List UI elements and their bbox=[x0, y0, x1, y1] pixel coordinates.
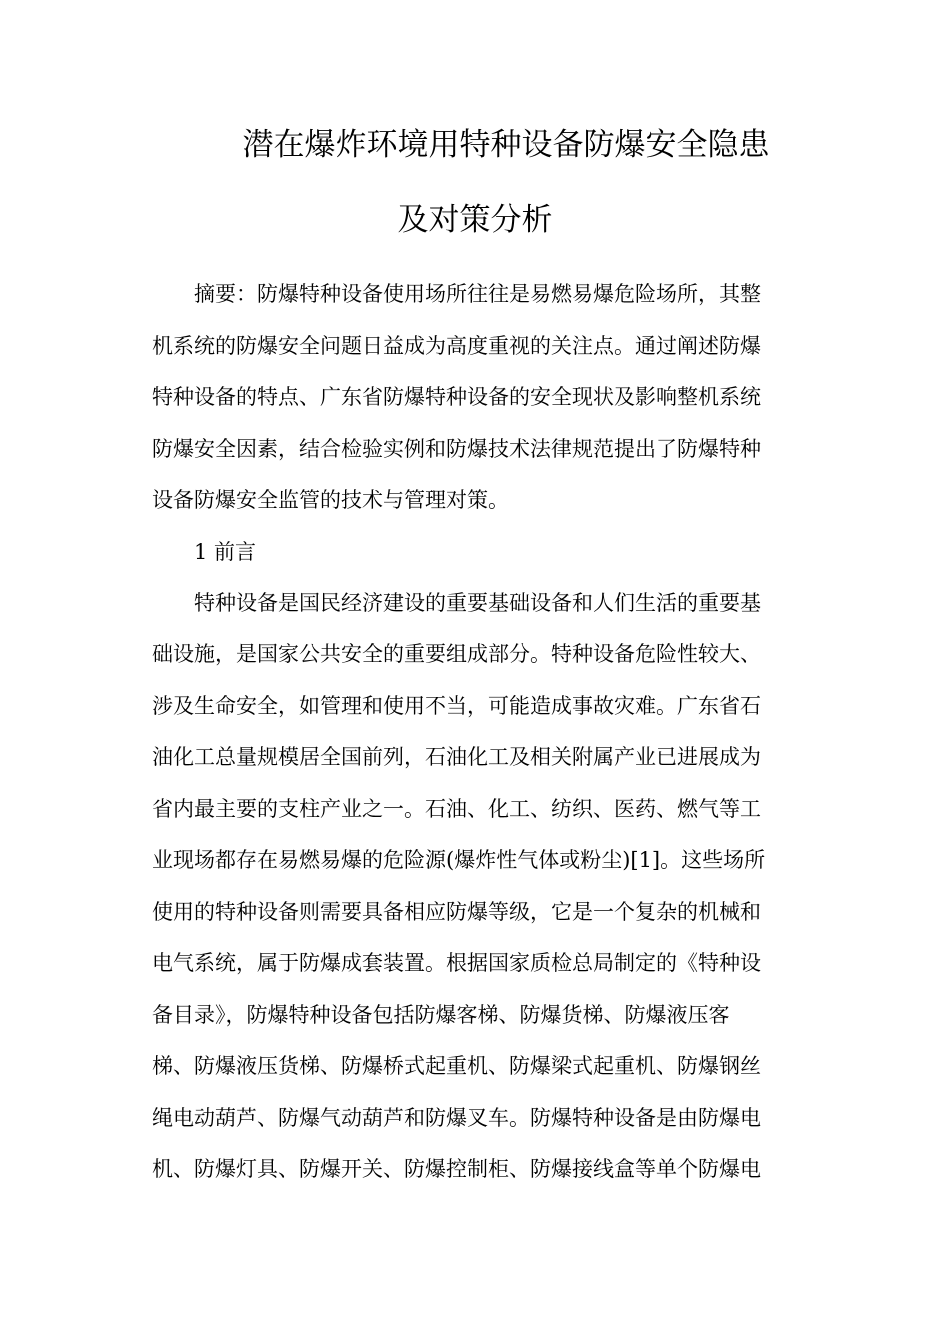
body-line: 省内最主要的支柱产业之一。石油、化工、纺织、医药、燃气等工 bbox=[152, 797, 761, 821]
abstract-line: 防爆安全因素，结合检验实例和防爆技术法律规范提出了防爆特种 bbox=[152, 437, 761, 461]
body-line: 备目录》，防爆特种设备包括防爆客梯、防爆货梯、防爆液压客 bbox=[152, 1003, 730, 1027]
abstract-line: 设备防爆安全监管的技术与管理对策。 bbox=[152, 488, 509, 512]
body-line: 梯、防爆液压货梯、防爆桥式起重机、防爆梁式起重机、防爆钢丝 bbox=[152, 1054, 761, 1078]
document-title-line-2: 及对策分析 bbox=[397, 202, 553, 238]
abstract-line: 特种设备的特点、广东省防爆特种设备的安全现状及影响整机系统 bbox=[152, 385, 761, 409]
document-title-line-1: 潜在爆炸环境用特种设备防爆安全隐患 bbox=[242, 127, 770, 163]
abstract-line: 机系统的防爆安全问题日益成为高度重视的关注点。通过阐述防爆 bbox=[152, 334, 761, 358]
body-line: 础设施，是国家公共安全的重要组成部分。特种设备危险性较大、 bbox=[152, 642, 761, 666]
body-line: 使用的特种设备则需要具备相应防爆等级，它是一个复杂的机械和 bbox=[152, 900, 761, 924]
body-line: 涉及生命安全，如管理和使用不当，可能造成事故灾难。广东省石 bbox=[152, 694, 761, 718]
body-line: 特种设备是国民经济建设的重要基础设备和人们生活的重要基 bbox=[194, 591, 761, 615]
body-line: 机、防爆灯具、防爆开关、防爆控制柜、防爆接线盒等单个防爆电 bbox=[152, 1157, 761, 1181]
body-line: 油化工总量规模居全国前列，石油化工及相关附属产业已进展成为 bbox=[152, 745, 761, 769]
body-line: 电气系统，属于防爆成套装置。根据国家质检总局制定的《特种设 bbox=[152, 951, 761, 975]
abstract-line: 摘要：防爆特种设备使用场所往往是易燃易爆危险场所，其整 bbox=[194, 282, 761, 306]
body-line: 绳电动葫芦、防爆气动葫芦和防爆叉车。防爆特种设备是由防爆电 bbox=[152, 1106, 761, 1130]
body-line: 业现场都存在易燃易爆的危险源(爆炸性气体或粉尘)[1]。这些场所 bbox=[152, 848, 766, 872]
section-heading: 1 前言 bbox=[194, 540, 257, 564]
